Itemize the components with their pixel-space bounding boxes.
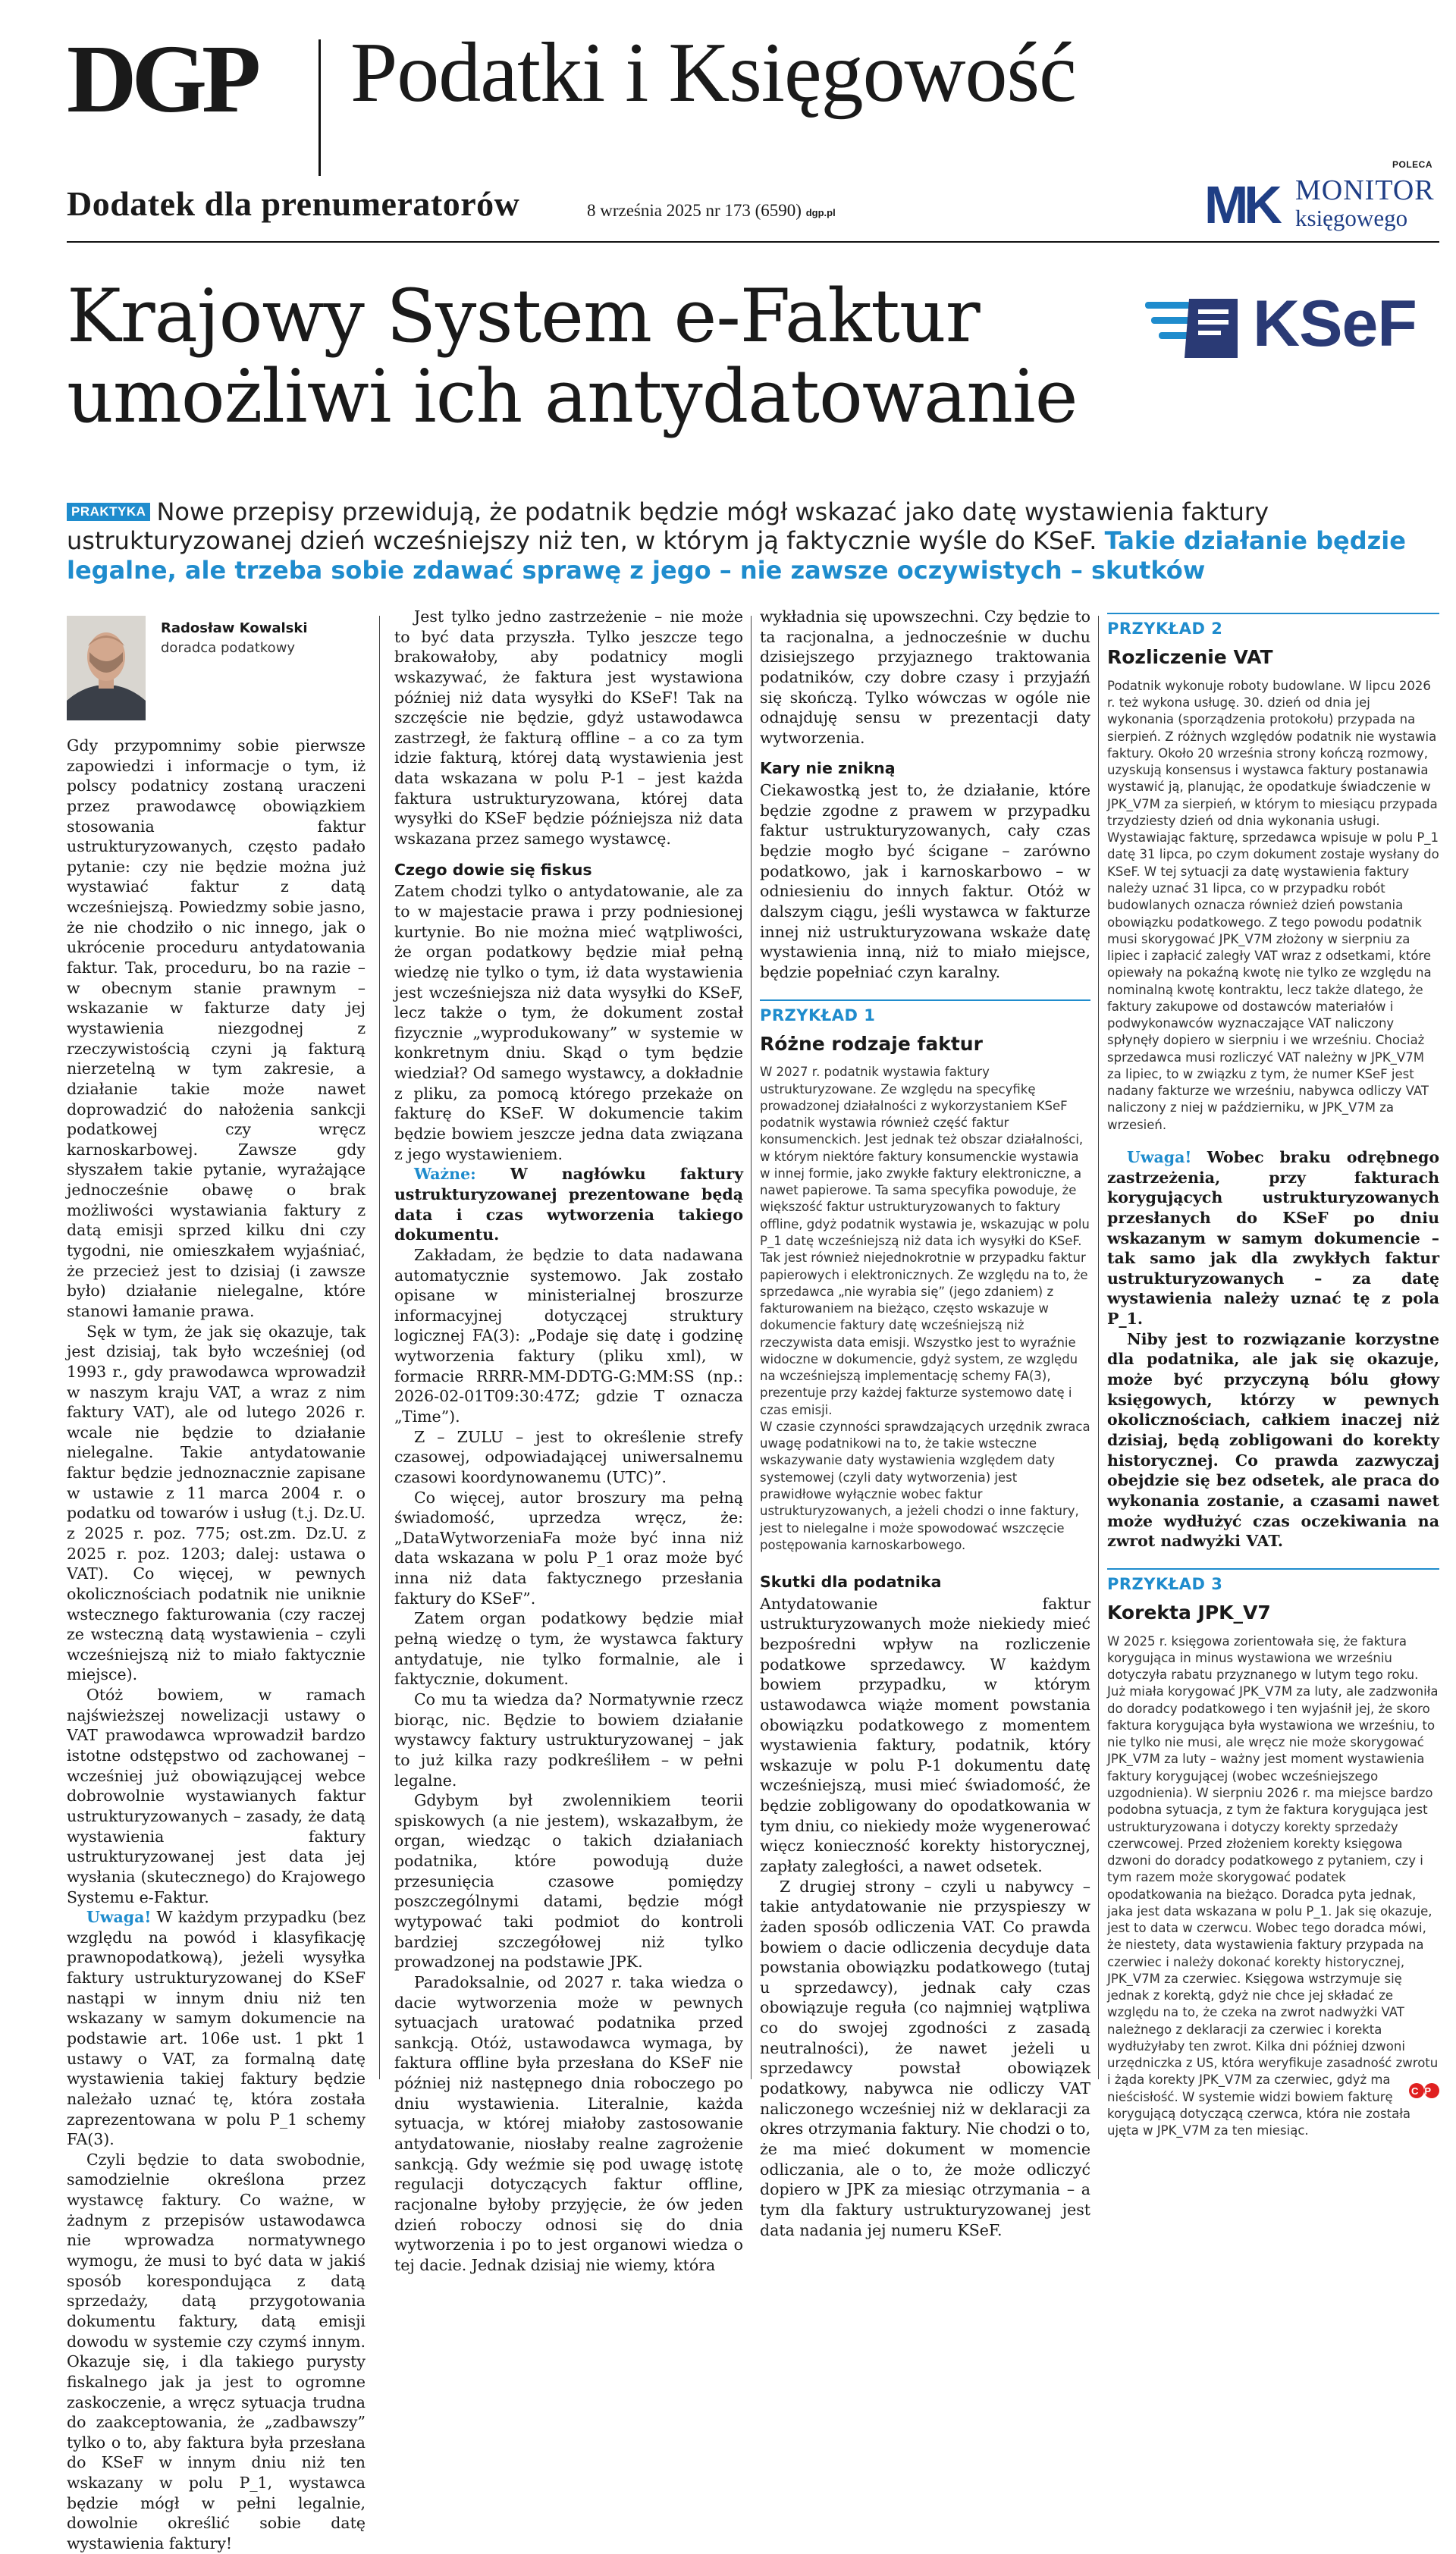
article-column-4 xyxy=(1107,613,1439,2140)
paragraph: Gdy przypomnimy sobie pierwsze zapowiedzi i informacje o tym, iż polscy podatnicy zostaną uraczeni przez prawodawcę obowiązkiem stosowania faktur ustrukturyzowanych, często padało pytanie: czy nie będzie można już wystawiać faktur z datą wcześniejszą. Powiedzmy sobie jasno, że nie chodziło o nic innego, jak o ukrócenie proceduru antydatowania faktur. Tak, proceduru, bo na razie – w obecnym stanie prawnym – wskazanie w fakturze daty jej wystawienia niezgodnej z rzeczywistością czyni ją fakturą nierzetelną w tym zakresie, a działanie takie może nawet doprowadzić do nałożenia sankcji podatkowej czy wręcz karnoskarbowej. Zawsze gdy słyszałem takie pytanie, wyrażające jednocześnie obawę o brak możliwości wystawiania faktury z datą emisji sprzed kilku dni czy tygodni, nie omieszkałem wyjaśniać, że przecież jest to dzisiaj (i zawsze było) działanie nielegalne, które stanowi łamanie prawa. xyxy=(67,736,366,1320)
paragraph-text: Wobec braku odrębnego zastrzeżenia, przy fakturach korygujących ustrukturyzowanych przesłanych do KSeF po dniu wskazanym w samym dokumencie – tak samo jak dla zwykłych faktur ustrukturyzowanych – za datę wystawienia należy uznać tę z pola P_1. xyxy=(1107,1147,1439,1329)
category-tag: PRAKTYKA xyxy=(67,503,150,521)
note-label: Uwaga! xyxy=(1127,1147,1192,1166)
paragraph: Zakładam, że będzie to data nadawana automatycznie systemowo. Jak zostało opisane w ministerialnej broszurze informacyjnej dotyczącej struktury logicznej FA(3): „Podaje się datę i godzinę wytworzenia faktury (pliku xml), w formacie RRRR-MM-DDTG-G:MM:SS (np.: 2026-02-01T09:30:47Z; gdzie T oznacza „Time”). xyxy=(394,1245,743,1426)
monitor-word: MONITOR xyxy=(1295,174,1435,206)
headline xyxy=(67,274,1166,439)
section-heading: Czego dowie się fiskus xyxy=(394,860,592,879)
site-label: dgp.pl xyxy=(805,207,836,218)
column-divider xyxy=(379,616,380,2079)
example-title: Rozliczenie VAT xyxy=(1107,646,1273,669)
paragraph: wykładnia się upowszechni. Czy będzie to ta racjonalna, a jednocześnie w duchu dzisiejszego przyjaznego traktowania podatników, czy dobre czasy i przyjaźń się skończą. Tylko wówczas w ogóle nie odnajduję sensu w prezentacji daty wytworzenia. xyxy=(760,607,1090,747)
masthead-divider xyxy=(318,39,321,176)
ksiegowego-word: księgowego xyxy=(1295,205,1408,231)
paragraph: Ciekawostką jest to, że działanie, które będzie zgodne z prawem w przypadku faktur ustrukturyzowanych, cały czas będzie mogło być ścigane – zarówno podatkowo, jak i karnoskarbowo – w odniesieniu do innych faktur. Otóż w dalszym ciągu, jeśli wystawca w fakturze innej niż ustrukturyzowana wskaże datę wystawienia inną, niż to miało miejsce, będzie popełniać czyn karalny. xyxy=(760,781,1090,981)
paragraph: Antydatowanie faktur ustrukturyzowanych może niekiedy mieć bezpośredni wpływ na rozliczenie podatkowe sprzedawcy. W każdym bowiem przypadku, w którym ustawodawca wiąże moment powstania obowiązku podatkowego z momentem wystawienia faktury, podatnik, który wskazuje w polu P-1 dokumentu datę wcześniejszą, musi mieć świadomość, że będzie zobligowany do opodatkowania w tym dniu, co niekiedy może wygenerować więcz konieczność korekty historycznej, zapłaty zaległości, a nawet odsetek. xyxy=(760,1594,1090,1875)
masthead-rule xyxy=(67,241,1439,243)
article-column-3 xyxy=(760,607,1090,2240)
article-column-2 xyxy=(394,607,743,2276)
supplement-subtitle: Dodatek dla prenumeratorów xyxy=(67,184,520,223)
paragraph: Gdybym był zwolennikiem teorii spiskowych (a nie jestem), wskazałbym, że organ, wiedząc o takich działaniach podatnika, które powodują duże przesunięcia czasowe pomiędzy poszczególnymi datami, będzie mógł wytypować taki podmiot do kontroli bardziej szczegółowej niż tylko prowadzonej na podstawie JPK. xyxy=(394,1791,743,1972)
author-name: Radosław Kowalski xyxy=(161,620,308,636)
copyright-badge-icon xyxy=(1409,2082,1439,2099)
author-photo xyxy=(67,616,146,720)
example-box-3 xyxy=(1107,1568,1439,2140)
important-label: Ważne: xyxy=(414,1165,476,1184)
lead-highlight: Takie działanie będzie legalne, ale trzeba sobie zdawać sprawę z jego – nie zawsze oczywistych – skutków xyxy=(67,526,1406,585)
paragraph: Co więcej, autor broszury ma pełną świadomość, uprzedza wręcz, że: „DataWytworzeniaFa może być inna niż data wskazana w polu P_1 oraz może być inna niż data faktycznego przesłania faktury do KSeF”. xyxy=(394,1488,743,1608)
column-divider xyxy=(1098,616,1099,2079)
paragraph xyxy=(1107,1147,1439,1329)
issue-date: 8 września 2025 nr 173 (6590) xyxy=(587,201,802,220)
author-role: doradca podatkowy xyxy=(161,640,296,656)
example-body: W 2027 r. podatnik wystawia faktury ustrukturyzowane. Ze względu na specyfikę prowadzonej działalności z wykorzystaniem KSeF podatnik wystawia również część faktur konsumenckich. Jest jednak też obszar działalności, w którym niektóre faktury konsumenckie wystawia w innej formie, jako zwykłe faktury elektroniczne, a nawet papierowe. Ta sama specyfika powoduje, że większość faktur ustrukturyzowanych to faktury offline, gdyż podatnik wystawia je, wskazując w polu P_1 datę wcześniejszą niż data ich wysyłki do KSeF. Tak jest również niejednokrotnie w przypadku faktur papierowych i elektronicznych. Ze względu na to, że sprzedawca „nie wyrabia się” (jego zdaniem) z fakturowaniem na bieżąco, często wskazuje w dokumencie faktury datę wcześniejszą niż rzeczywista data emisji. Wszystko jest to wyraźnie widoczne w dokumencie, gdyż system, ze względu na wcześniejszą implementację schemy FA(3), prezentuje przy każdej fakturze systemowo datę i czas emisji. W czasie czynności sprawdzających urzędnik zwraca uwagę podatnikowi na to, że takie wsteczne wskazywanie daty wystawienia względem daty systemowej (czyli daty wytworzenia) jest prawidłowe wyłącznie wobec faktur ustrukturyzowanych, a jeżeli chodzi o inne faktury, jest to nielegalne i może spowodować wszczęcie postępowania karnoskarbowego. xyxy=(760,1065,1090,1552)
lead-text: Nowe przepisy przewidują, że podatnik będzie mógł wskazać jako datę wystawienia faktury ustrukturyzowanej dzień wcześniejszy niż ten, w którym ją faktycznie wyśle do KSeF. xyxy=(67,497,1269,556)
paragraph: Zatem organ podatkowy będzie miał pełną wiedzę o tym, że wystawca faktury antydatuje, nie tylko formalnie, ale i faktycznie, dokument. xyxy=(394,1609,743,1689)
section-heading: Kary nie znikną xyxy=(760,759,896,778)
lead-paragraph xyxy=(67,497,1439,585)
copyright-badge-text: CP xyxy=(1410,2085,1438,2097)
example-box-2 xyxy=(1107,613,1439,1134)
example-title: Korekta JPK_V7 xyxy=(1107,1602,1271,1624)
monitor-logo-mark: MK xyxy=(1204,176,1278,234)
highlight-quote xyxy=(394,1164,743,1245)
paragraph xyxy=(67,1907,366,2150)
paragraph: Co mu ta wiedza da? Normatywnie rzecz biorąc, nic. Będzie to bowiem działanie wystawcy faktury ustrukturyzowanej – jak to już kilka razy podkreśliłem – w pełni legalne. xyxy=(394,1690,743,1790)
paragraph: Niby jest to rozwiązanie korzystne dla podatnika, ale jak się okazuje, może być przyczyną bólu głowy księgowych, którzy w pewnych okolicznościach, całkiem inaczej niż dzisiaj, będą zobligowani do korekty historycznej. Co prawda zazwyczaj obejdzie się bez odsetek, ale praca do wykonania zostanie, a czasami nawet może wydłużyć czas oczekiwania na zwrot nadwyżki VAT. xyxy=(1107,1329,1439,1551)
paragraph: Z – ZULU – jest to określenie strefy czasowej, odpowiadającej uniwersalnemu czasowi koordynowanemu (UTC)”. xyxy=(394,1427,743,1486)
column-divider xyxy=(751,616,752,2079)
paragraph-text: W każdym przypadku (bez względu na powód i klasyfikację prawnopodatkową), jeżeli wysyłka faktury ustrukturyzowanej do KSeF nastąpi w innym dniu niż ten wskazany w samym dokumencie na podstawie art. 106e ust. 1 pkt 1 ustawy o VAT, za formalną datę wystawienia takiej faktury będzie należało uznać tę, która została zaprezentowana w polu P_1 schemy FA(3). xyxy=(67,1908,366,2149)
example-body: Podatnik wykonuje roboty budowlane. W lipcu 2026 r. też wykona usługę. 30. dzień od dnia jej wykonania (sporządzenia protokołu) przypada na sierpień. Z różnych względów podatnik nie wystawia faktury. Około 20 września strony kończą rozmowy, uzyskują konsensus i wystawca faktury postanawia wystawić ją, planując, że opodatkuje świadczenie w JPK_V7M za sierpień, w którym to miesiącu przypada trzydziesty dzień od dnia wykonania usługi. Wystawiając fakturę, sprzedawca wpisuje w polu P_1 datę 31 lipca, po czym dokument zostaje wysłany do KSeF. W tej sytuacji za datę wystawienia faktury należy uznać 31 lipca, co w przypadku robót budowlanych oznacza również dzień powstania obowiązku podatkowego. Z tego powodu podatnik musi skorygować JPK_V7M złożony w sierpniu za lipiec i zapłacić zaległy VAT wraz z odsetkami, które opiewały na pokaźną kwotę nie tylko ze względu na nominalną kwotę kontraktu, lecz także dlatego, że faktury zakupowe od dostawców materiałów i podwykonawców wyznaczające VAT naliczony spłynęły dopiero w sierpniu i we wrześniu. Chociaż sprzedawca musi rozliczyć VAT należny w JPK_V7M za lipiec, to w związku z tym, że numer KSeF jest nadany fakturze we wrześniu, nabywca odliczy VAT naliczony z niej w październiku, w JPK_V7M za wrzesień. xyxy=(1107,678,1439,1132)
ksef-document-icon xyxy=(1145,297,1242,359)
quote-text: W nagłówku faktury ustrukturyzowanej prezentowane będą data i czas wytworzenia takiego dokumentu. xyxy=(394,1165,744,1244)
paragraph: Otóż bowiem, w ramach najświeższej nowelizacji ustawy o VAT prawodawca wprowadził bardzo istotne odstępstwo od zachowanej – wcześniej już obowiązującej webce dobrowolnie wystawianych faktur ustrukturyzowanych – zasady, że datą wystawienia faktury ustrukturyzowanej jest data jej wysłania (skutecznego) do Krajowego Systemu e-Faktur. xyxy=(67,1686,366,1906)
article-column-1 xyxy=(67,736,366,2554)
ksef-logo-text: KSeF xyxy=(1253,287,1417,360)
example-label: PRZYKŁAD 1 xyxy=(760,999,1090,1026)
issue-info xyxy=(587,202,836,219)
paragraph: Sęk w tym, że jak się okazuje, tak jest dzisiaj, tak było wcześniej (od 1993 r., gdy prawodawca wprowadził w naszym kraju VAT, a wraz z nim faktury VAT), ale od lutego 2026 r. wcale nie będzie to działanie nielegalne. Takie antydatowanie faktur będzie jednoznacznie zapisane w ustawie z 11 marca 2004 r. o podatku od towarów i usług (t.j. Dz.U. z 2025 r. poz. 775; ost.zm. Dz.U. z 2025 r. poz. 1203; dalej: ustawa o VAT). Co więcej, w pewnych okolicznościach podatnik nie uniknie wstecznego fakturowania (czy raczej ze wsteczną datą wystawienia – czyli wcześniejszą niż to miało faktycznie miejsce). xyxy=(67,1322,366,1684)
section-title: Podatki i Księgowość xyxy=(350,26,1076,120)
note-label: Uwaga! xyxy=(86,1908,152,1927)
paragraph: Zatem chodzi tylko o antydatowanie, ale za to w majestacie prawa i przy podniesionej kurtynie. Bo nie można mieć wątpliwości, że organ podatkowy będzie miał pełną wiedzę nie tylko o tym, iż data wystawienia jest wcześniejsza niż data wysyłki do KSeF, lecz także o tym, że dokument został fizycznie „wyprodukowany” w systemie w konkretnym dniu. Skąd o tym będzie wiedział? Od samego wystawcy, a dokładnie z pliku, za pomocą którego przekaże on fakturę do KSeF. W dokumencie takim będzie bowiem jeszcze jedna data związana z jego wystawieniem. xyxy=(394,882,743,1163)
headline-line-2: umożliwi ich antydatowanie xyxy=(67,353,1078,439)
paragraph: Paradoksalnie, od 2027 r. taka wiedza o dacie wytworzenia może w pewnych sytuacjach uratować podatnika przed sankcją. Otóż, ustawodawca wymaga, by faktura offline była przesłana do KSeF nie później niż następnego dnia roboczego po dniu wystawienia. Literalnie, każda sytuacja, w której miałoby zastosowanie antydatowanie, niosłaby realne zagrożenie sankcją. Gdy weźmie się pod uwagę istotę regulacji dotyczących faktur offline, racjonalne byłoby przyjęcie, że ów jeden dzień roboczy odnosi się do dnia wytworzenia i po to jest organowi wiedza o tej dacie. Jednak dzisiaj nie wiemy, która xyxy=(394,1972,743,2274)
example-title: Różne rodzaje faktur xyxy=(760,1032,983,1055)
brand-logo: DGP xyxy=(67,25,256,133)
paragraph: Czyli będzie to data swobodnie, samodzielnie określona przez wystawcę faktury. Co ważne, w żadnym z przepisów ustawodawca nie wprowadza normatywnego wymogu, że musi to być data w jakiś sposób korespondująca z datą sprzedaży, datą przygotowania dokumentu faktury, datą emisji dowodu w systemie czy czymś innym. Okazuje się, i dla takiego purysty fiskalnego jak ja jest to ogromne zaskoczenie, a wręcz sytuacja trudna do zaakceptowania, że „zadbawszy” tylko o to, aby faktura była przesłana do KSeF w innym dniu niż ten wskazany w polu P_1, wystawca będzie mógł w pełni legalnie, dowolnie określić sobie datę wystawienia faktury! xyxy=(67,2150,366,2553)
section-heading: Skutki dla podatnika xyxy=(760,1573,942,1592)
paragraph: Z drugiej strony – czyli u nabywcy – takie antydatowanie nie przyspieszy w żaden sposób odliczenia VAT. Co prawda bowiem o dacie odliczenia decyduje data powstania obowiązku podatkowego (tutaj u sprzedawcy), jednak cały czas obowiązuje reguła (co najmniej wątpliwa co do swojej zgodności z zasadą neutralności), że nawet jeżeli u sprzedawcy powstał obowiązek podatkowy, nabywca nie odliczy VAT naliczonego wcześniej niż w deklaracji za okres otrzymania faktury. Nie chodzi o to, że ma mieć dokument w momencie odliczania, ale o to, że może odliczyć dopiero w JPK za miesiąc otrzymania – a tym dla faktury ustrukturyzowanej jest data nadania jej numeru KSeF. xyxy=(760,1877,1090,2239)
example-box-1 xyxy=(760,999,1090,1555)
example-body: W 2025 r. księgowa zorientowała się, że faktura korygująca in minus wystawiona we wrześniu dotyczyła rabatu przyznanego w lutym tego roku. Już miała korygować JPK_V7M za luty, ale zadzwoniła do doradcy podatkowego i ten wyjaśnił jej, że skoro faktura korygująca była wystawiona we wrześniu, to nie tylko nie musi, ale wręcz nie może skorygować JPK_V7M za luty – ważny jest moment wystawienia faktury korygującej (wobec wcześniejszego uzgodnienia). W sierpniu 2026 r. ma miejsce bardzo podobna sytuacja, z tym że faktura korygująca jest ustrukturyzowana i dotyczy korekty sprzedaży czerwcowej. Przed złożeniem korekty księgowa dzwoni do doradcy podatkowego z pytaniem, czy i tym razem może skorygować podatek opodatkowania na bieżąco. Doradca pyta jednak, jaka jest data wskazana w polu P_1. Jak się okazuje, jest to data w czerwcu. Wobec tego doradca mówi, że niestety, data wystawienia faktury przypada na czerwiec i należy dokonać korekty historycznej, JPK_V7M za czerwiec. Księgowa wstrzymuje się jednak z korektą, gdyż nie chce jej składać ze względu na to, że czeka na zwrot nadwyżki VAT należnego z deklaracji za czerwiec i korekta wydłużyłaby ten zwrot. Kilka dni później dzwoni urzędniczka z US, która weryfikuje zasadność zwrotu i żąda korekty JPK_V7M za czerwiec, gdyż ma nieścisłość. W systemie widzi bowiem fakturę korygującą dotyczącą czerwca, która nie została ujęta w JPK_V7M za ten miesiąc. xyxy=(1107,1633,1439,2138)
paragraph: Jest tylko jedno zastrzeżenie – nie może to być data przyszła. Tylko jeszcze tego brakowałoby, aby podatnicy mogli wskazywać, że faktura jest wystawiona później niż data wysyłki do KSeF! Tak na szczęście nie będzie, gdyż ustawodawca zastrzegł, że fakturą offline – a co za tym idzie fakturą, której datą wystawienia jest data wskazana w polu P-1 – jest każda faktura ustrukturyzowana, której data wysyłki do KSeF będzie późniejsza niż data wskazana przez samego wystawcę. xyxy=(394,607,743,849)
example-label: PRZYKŁAD 3 xyxy=(1107,1568,1439,1595)
recommends-label: POLECA xyxy=(1392,159,1433,170)
example-label: PRZYKŁAD 2 xyxy=(1107,613,1439,639)
monitor-logo-text xyxy=(1295,176,1435,230)
headline-line-1: Krajowy System e-Faktur xyxy=(67,274,980,359)
